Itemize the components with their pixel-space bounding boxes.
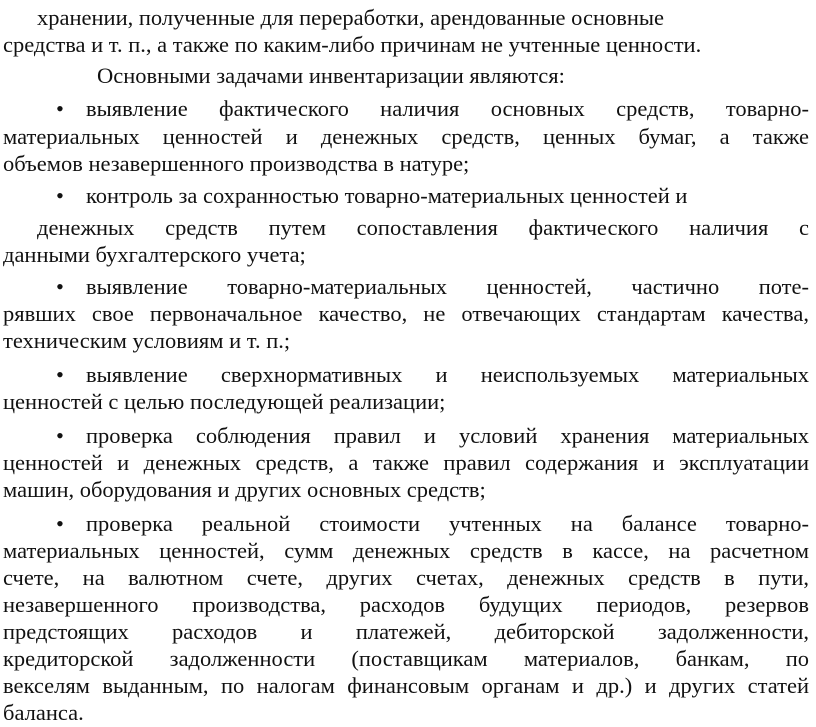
bullet-icon: • [56,96,64,121]
line-text: средства и т. п., а также по каким-либо причинам не учтенные ценности. [3,32,702,57]
tasks-heading [97,62,797,89]
line-text: материальных ценностей и денежных средств, ценных бумаг, а также [3,124,809,149]
text-line-5 [3,123,809,150]
line-text: незавершенного производства, расходов будущих периодов, резервов [3,592,809,617]
line-text: рявших свое первоначальное качество, не отвечающих стандартам качества, [3,301,809,326]
line-text: предстоящих расходов и платежей, дебиторской задолженности, [3,619,809,644]
text-line-9 [3,241,809,268]
line-text: ценностей с целью последующей реализации; [3,389,446,414]
bullet-item-2 [56,182,809,209]
line-text: техническим условиям и т. п.; [3,328,291,353]
line-text: данными бухгалтерского учета; [3,242,306,267]
line-text: контроль за сохранностью товарно-материальных ценностей и [86,183,688,208]
text-line-1 [37,4,797,31]
heading-text: Основными задачами инвентаризации являются: [97,63,565,88]
line-text: ценностей и денежных средств, а также правил содержания и эксплуатации [3,450,809,475]
text-line-24 [3,672,809,699]
line-text: векселям выданным, по налогам финансовым органам и др.) и других статей [3,673,809,698]
bullet-item-1 [56,95,809,122]
bullet-icon: • [56,511,64,536]
bullet-item-4 [56,361,809,388]
text-line-16 [3,449,809,476]
bullet-icon: • [56,274,64,299]
text-line-14 [3,388,809,415]
line-text: объемов незавершенного производства в натуре; [3,151,470,176]
bullet-item-3 [56,273,809,300]
line-text: выявление товарно-материальных ценностей, частично поте- [86,274,809,299]
text-line-22 [3,618,809,645]
bullet-item-5 [56,422,809,449]
text-line-20 [3,564,809,591]
text-line-23 [3,645,809,672]
text-line-2 [3,31,809,58]
text-line-6 [3,150,809,177]
text-line-25 [3,699,809,726]
line-text: материальных ценностей, сумм денежных средств в кассе, на расчетном [3,538,809,563]
line-text: выявление фактического наличия основных средств, товарно- [86,96,809,121]
text-line-11 [3,300,809,327]
line-text: проверка соблюдения правил и условий хранения материальных [86,423,809,448]
text-line-12 [3,327,809,354]
text-line-17 [3,476,809,503]
line-text: проверка реальной стоимости учтенных на балансе товарно- [86,511,809,536]
bullet-icon: • [56,423,64,448]
bullet-icon: • [56,362,64,387]
line-text: машин, оборудования и других основных средств; [3,477,486,502]
line-text: выявление сверхнормативных и неиспользуемых материальных [86,362,809,387]
text-line-21 [3,591,809,618]
bullet-icon: • [56,183,64,208]
line-text: баланса. [3,700,84,725]
line-text: кредиторской задолженности (поставщикам материалов, банкам, по [3,646,809,671]
text-line-19 [3,537,809,564]
text-line-8 [37,214,809,241]
line-text: хранении, полученные для переработки, арендованные основные [37,5,665,30]
bullet-item-6 [56,510,809,537]
line-text: счете, на валютном счете, других счетах, денежных средств в пути, [3,565,809,590]
line-text: денежных средств путем сопоставления фактического наличия с [37,215,809,240]
